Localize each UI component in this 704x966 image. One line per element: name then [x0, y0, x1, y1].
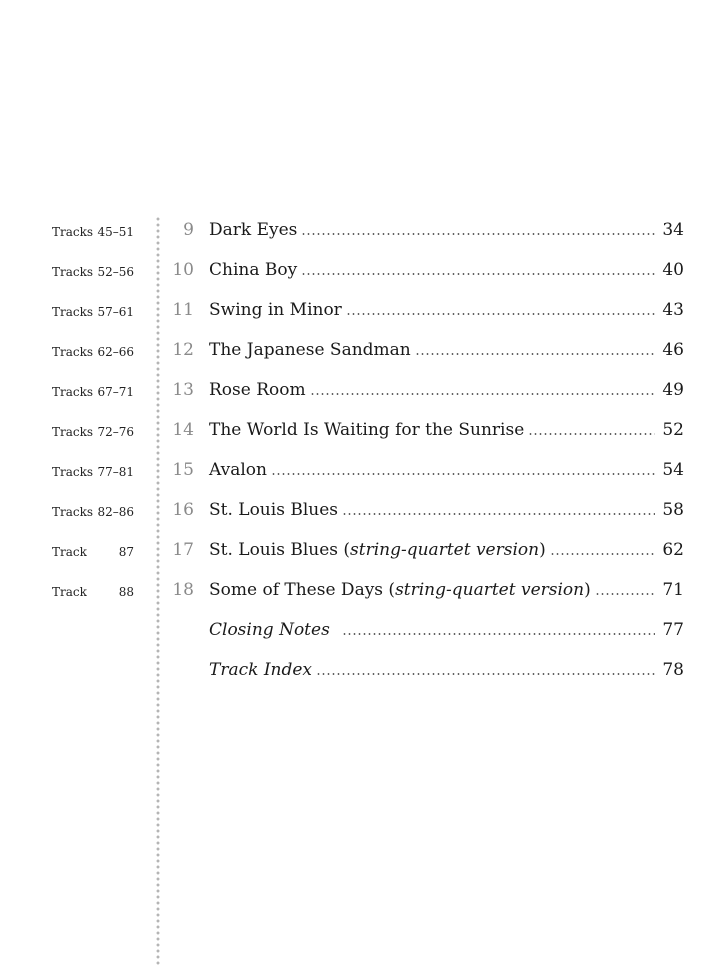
track-row — [52, 372, 134, 412]
dot-leader — [346, 312, 655, 316]
section-title: Track Index — [209, 660, 313, 680]
dot-leader — [301, 272, 655, 276]
track-range: 67–71 — [97, 385, 134, 399]
table-of-contents — [166, 210, 684, 690]
toc-entry-closing-notes[interactable] — [166, 610, 684, 650]
track-label: Tracks — [52, 225, 94, 239]
toc-entry[interactable] — [166, 490, 684, 530]
track-label: Tracks — [52, 265, 94, 279]
chapter-title: Dark Eyes — [209, 220, 298, 240]
track-label: Tracks — [52, 425, 94, 439]
chapter-number: 12 — [172, 340, 194, 360]
chapter-number: 9 — [183, 220, 194, 240]
track-label: Track — [52, 585, 87, 599]
dot-leader — [415, 352, 655, 356]
chapter-title: Avalon — [209, 460, 267, 480]
toc-entry[interactable] — [166, 370, 684, 410]
page-number: 49 — [662, 380, 684, 400]
track-range: 77–81 — [97, 465, 134, 479]
chapter-title-text: St. Louis Blues ( — [209, 540, 351, 560]
track-column — [52, 212, 134, 612]
track-row — [52, 492, 134, 532]
toc-entry[interactable] — [166, 450, 684, 490]
chapter-title-text: Some of These Days ( — [209, 580, 396, 600]
dot-leader — [271, 472, 655, 476]
dot-leader — [342, 512, 655, 516]
chapter-number: 17 — [172, 540, 194, 560]
chapter-title-end: ) — [584, 580, 591, 600]
track-range: 88 — [118, 585, 134, 599]
dot-leader — [595, 592, 655, 596]
track-range: 82–86 — [97, 505, 134, 519]
chapter-title-end: ) — [539, 540, 546, 560]
track-range: 45–51 — [97, 225, 134, 239]
dot-leader — [342, 632, 655, 636]
chapter-number: 13 — [172, 380, 194, 400]
chapter-number: 18 — [172, 580, 194, 600]
toc-entry[interactable] — [166, 290, 684, 330]
chapter-title: St. Louis Blues — [209, 500, 338, 520]
page-number: 34 — [662, 220, 684, 240]
track-range: 62–66 — [97, 345, 134, 359]
toc-entry[interactable] — [166, 250, 684, 290]
track-row — [52, 292, 134, 332]
chapter-title — [209, 540, 546, 560]
chapter-title-italic: string-quartet version — [395, 580, 585, 600]
chapter-number: 11 — [172, 300, 194, 320]
chapter-number: 10 — [172, 260, 194, 280]
section-title: Closing Notes — [209, 620, 330, 640]
chapter-title: The World Is Waiting for the Sunrise — [209, 420, 525, 440]
page-number: 54 — [662, 460, 684, 480]
track-label: Tracks — [52, 345, 94, 359]
chapter-number: 15 — [172, 460, 194, 480]
track-label: Tracks — [52, 465, 94, 479]
page-number: 52 — [662, 420, 684, 440]
dot-leader — [310, 392, 655, 396]
track-row — [52, 332, 134, 372]
track-range: 72–76 — [97, 425, 134, 439]
track-row — [52, 212, 134, 252]
track-row — [52, 452, 134, 492]
chapter-title: Rose Room — [209, 380, 306, 400]
page-number: 78 — [662, 660, 684, 680]
chapter-title: Swing in Minor — [209, 300, 342, 320]
track-label: Tracks — [52, 385, 94, 399]
page-number: 62 — [662, 540, 684, 560]
dot-leader — [316, 672, 655, 676]
toc-entry[interactable] — [166, 330, 684, 370]
toc-entry-track-index[interactable] — [166, 650, 684, 690]
dotted-divider — [156, 216, 160, 966]
chapter-title: The Japanese Sandman — [209, 340, 411, 360]
page-number: 46 — [662, 340, 684, 360]
toc-entry[interactable] — [166, 410, 684, 450]
track-range: 52–56 — [97, 265, 134, 279]
page-number: 71 — [662, 580, 684, 600]
page-number: 40 — [662, 260, 684, 280]
track-label: Tracks — [52, 505, 94, 519]
track-row — [52, 412, 134, 452]
track-row — [52, 532, 134, 572]
track-label: Track — [52, 545, 87, 559]
chapter-title — [209, 580, 591, 600]
toc-entry[interactable] — [166, 210, 684, 250]
page-number: 77 — [662, 620, 684, 640]
track-row — [52, 572, 134, 612]
chapter-title: China Boy — [209, 260, 298, 280]
page-number: 43 — [662, 300, 684, 320]
dot-leader — [301, 232, 655, 236]
track-label: Tracks — [52, 305, 94, 319]
dot-leader — [550, 552, 655, 556]
track-row — [52, 252, 134, 292]
dot-leader — [528, 432, 655, 436]
chapter-number: 16 — [172, 500, 194, 520]
track-range: 57–61 — [97, 305, 134, 319]
toc-entry[interactable] — [166, 530, 684, 570]
chapter-title-italic: string-quartet version — [350, 540, 540, 560]
toc-entry[interactable] — [166, 570, 684, 610]
track-range: 87 — [118, 545, 134, 559]
chapter-number: 14 — [172, 420, 194, 440]
page-number: 58 — [662, 500, 684, 520]
